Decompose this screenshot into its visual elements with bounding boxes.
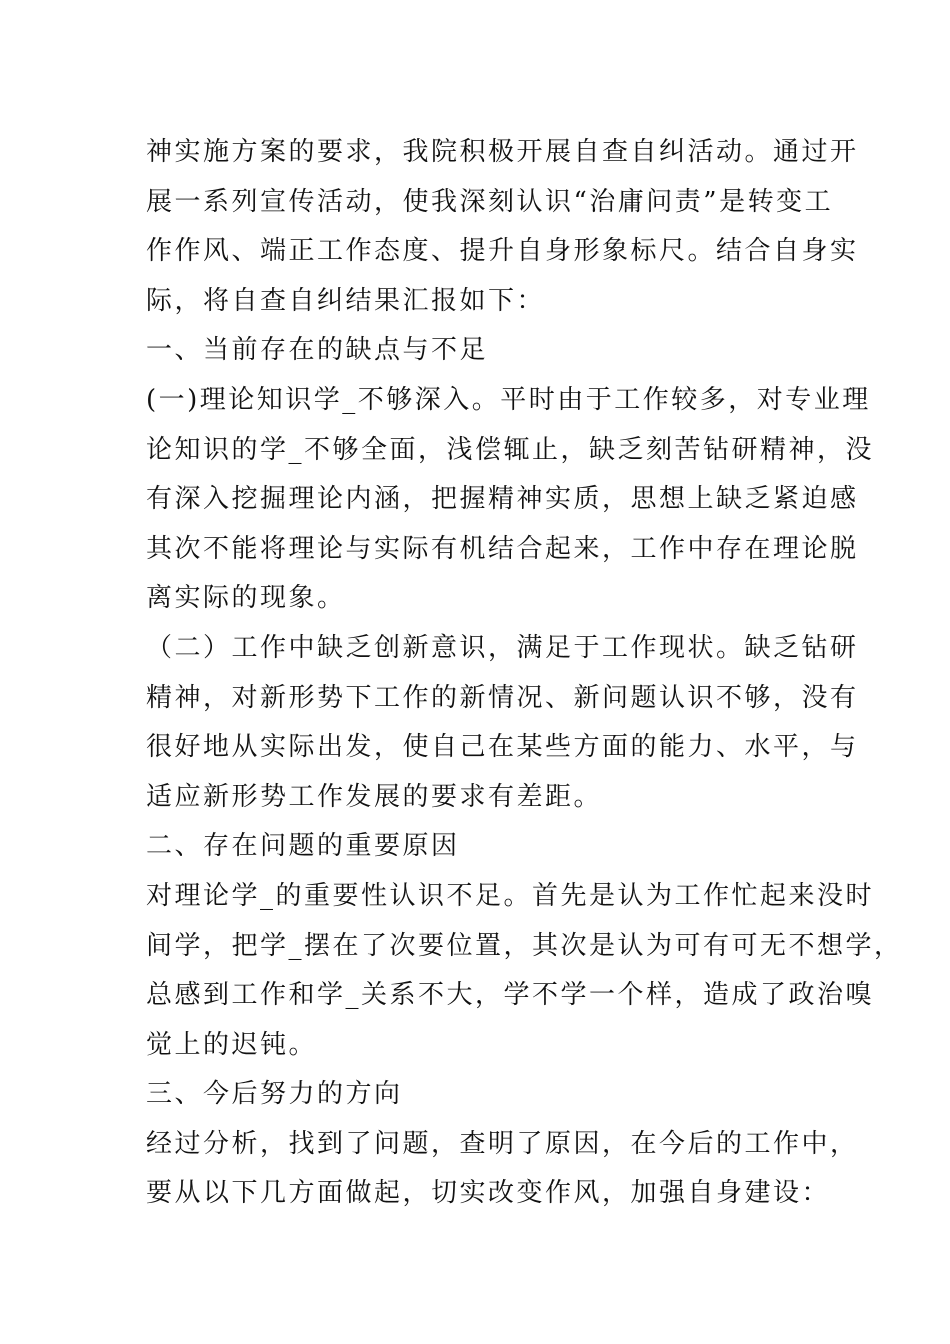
body-line: 神实施方案的要求，我院积极开展自查自纠活动。通过开 <box>146 137 859 167</box>
section-heading: 三、今后努力的方向 <box>146 1079 403 1110</box>
body-line: 作作风、端正工作态度、提升自身形象标尺。结合自身实 <box>146 236 859 267</box>
section-heading: 一、当前存在的缺点与不足 <box>146 335 489 366</box>
body-line: 觉上的迟钝。 <box>146 1029 318 1060</box>
body-line: 很好地从实际出发，使自己在某些方面的能力、水平，与 <box>146 732 859 763</box>
body-line: 有深入挖掘理论内涵，把握精神实质，思想上缺乏紧迫感 <box>146 484 859 515</box>
body-line: 间学，把学_摆在了次要位置，其次是认为可有可无不想学， <box>146 930 903 961</box>
body-line: 适应新形势工作发展的要求有差距。 <box>146 781 603 812</box>
body-line: 精神，对新形势下工作的新情况、新问题认识不够，没有 <box>146 682 859 713</box>
body-line: 论知识的学_不够全面，浅偿辄止，缺乏刻苦钻研精神，没 <box>146 434 875 465</box>
body-line: 对理论学_的重要性认识不足。首先是认为工作忙起来没时 <box>146 880 875 911</box>
body-line: 展一系列宣传活动，使我深刻认识“治庸问责”是转变工 <box>146 186 834 217</box>
body-line: 经过分析，找到了问题，查明了原因，在今后的工作中， <box>146 1128 859 1159</box>
body-line: (一)理论知识学_不够深入。平时由于工作较多，对专业理 <box>146 384 871 415</box>
body-line: （二）工作中缺乏创新意识，满足于工作现状。缺乏钻研 <box>146 632 859 663</box>
document-body <box>146 128 903 1219</box>
body-line: 际，将自查自纠结果汇报如下： <box>146 285 546 316</box>
body-line: 要从以下几方面做起，切实改变作风，加强自身建设： <box>146 1178 831 1209</box>
body-line: 总感到工作和学_关系不大，学不学一个样，造成了政治嗅 <box>146 980 875 1011</box>
body-line: 其次不能将理论与实际有机结合起来，工作中存在理论脱 <box>146 533 859 564</box>
body-line: 离实际的现象。 <box>146 583 346 614</box>
section-heading: 二、存在问题的重要原因 <box>146 831 460 862</box>
